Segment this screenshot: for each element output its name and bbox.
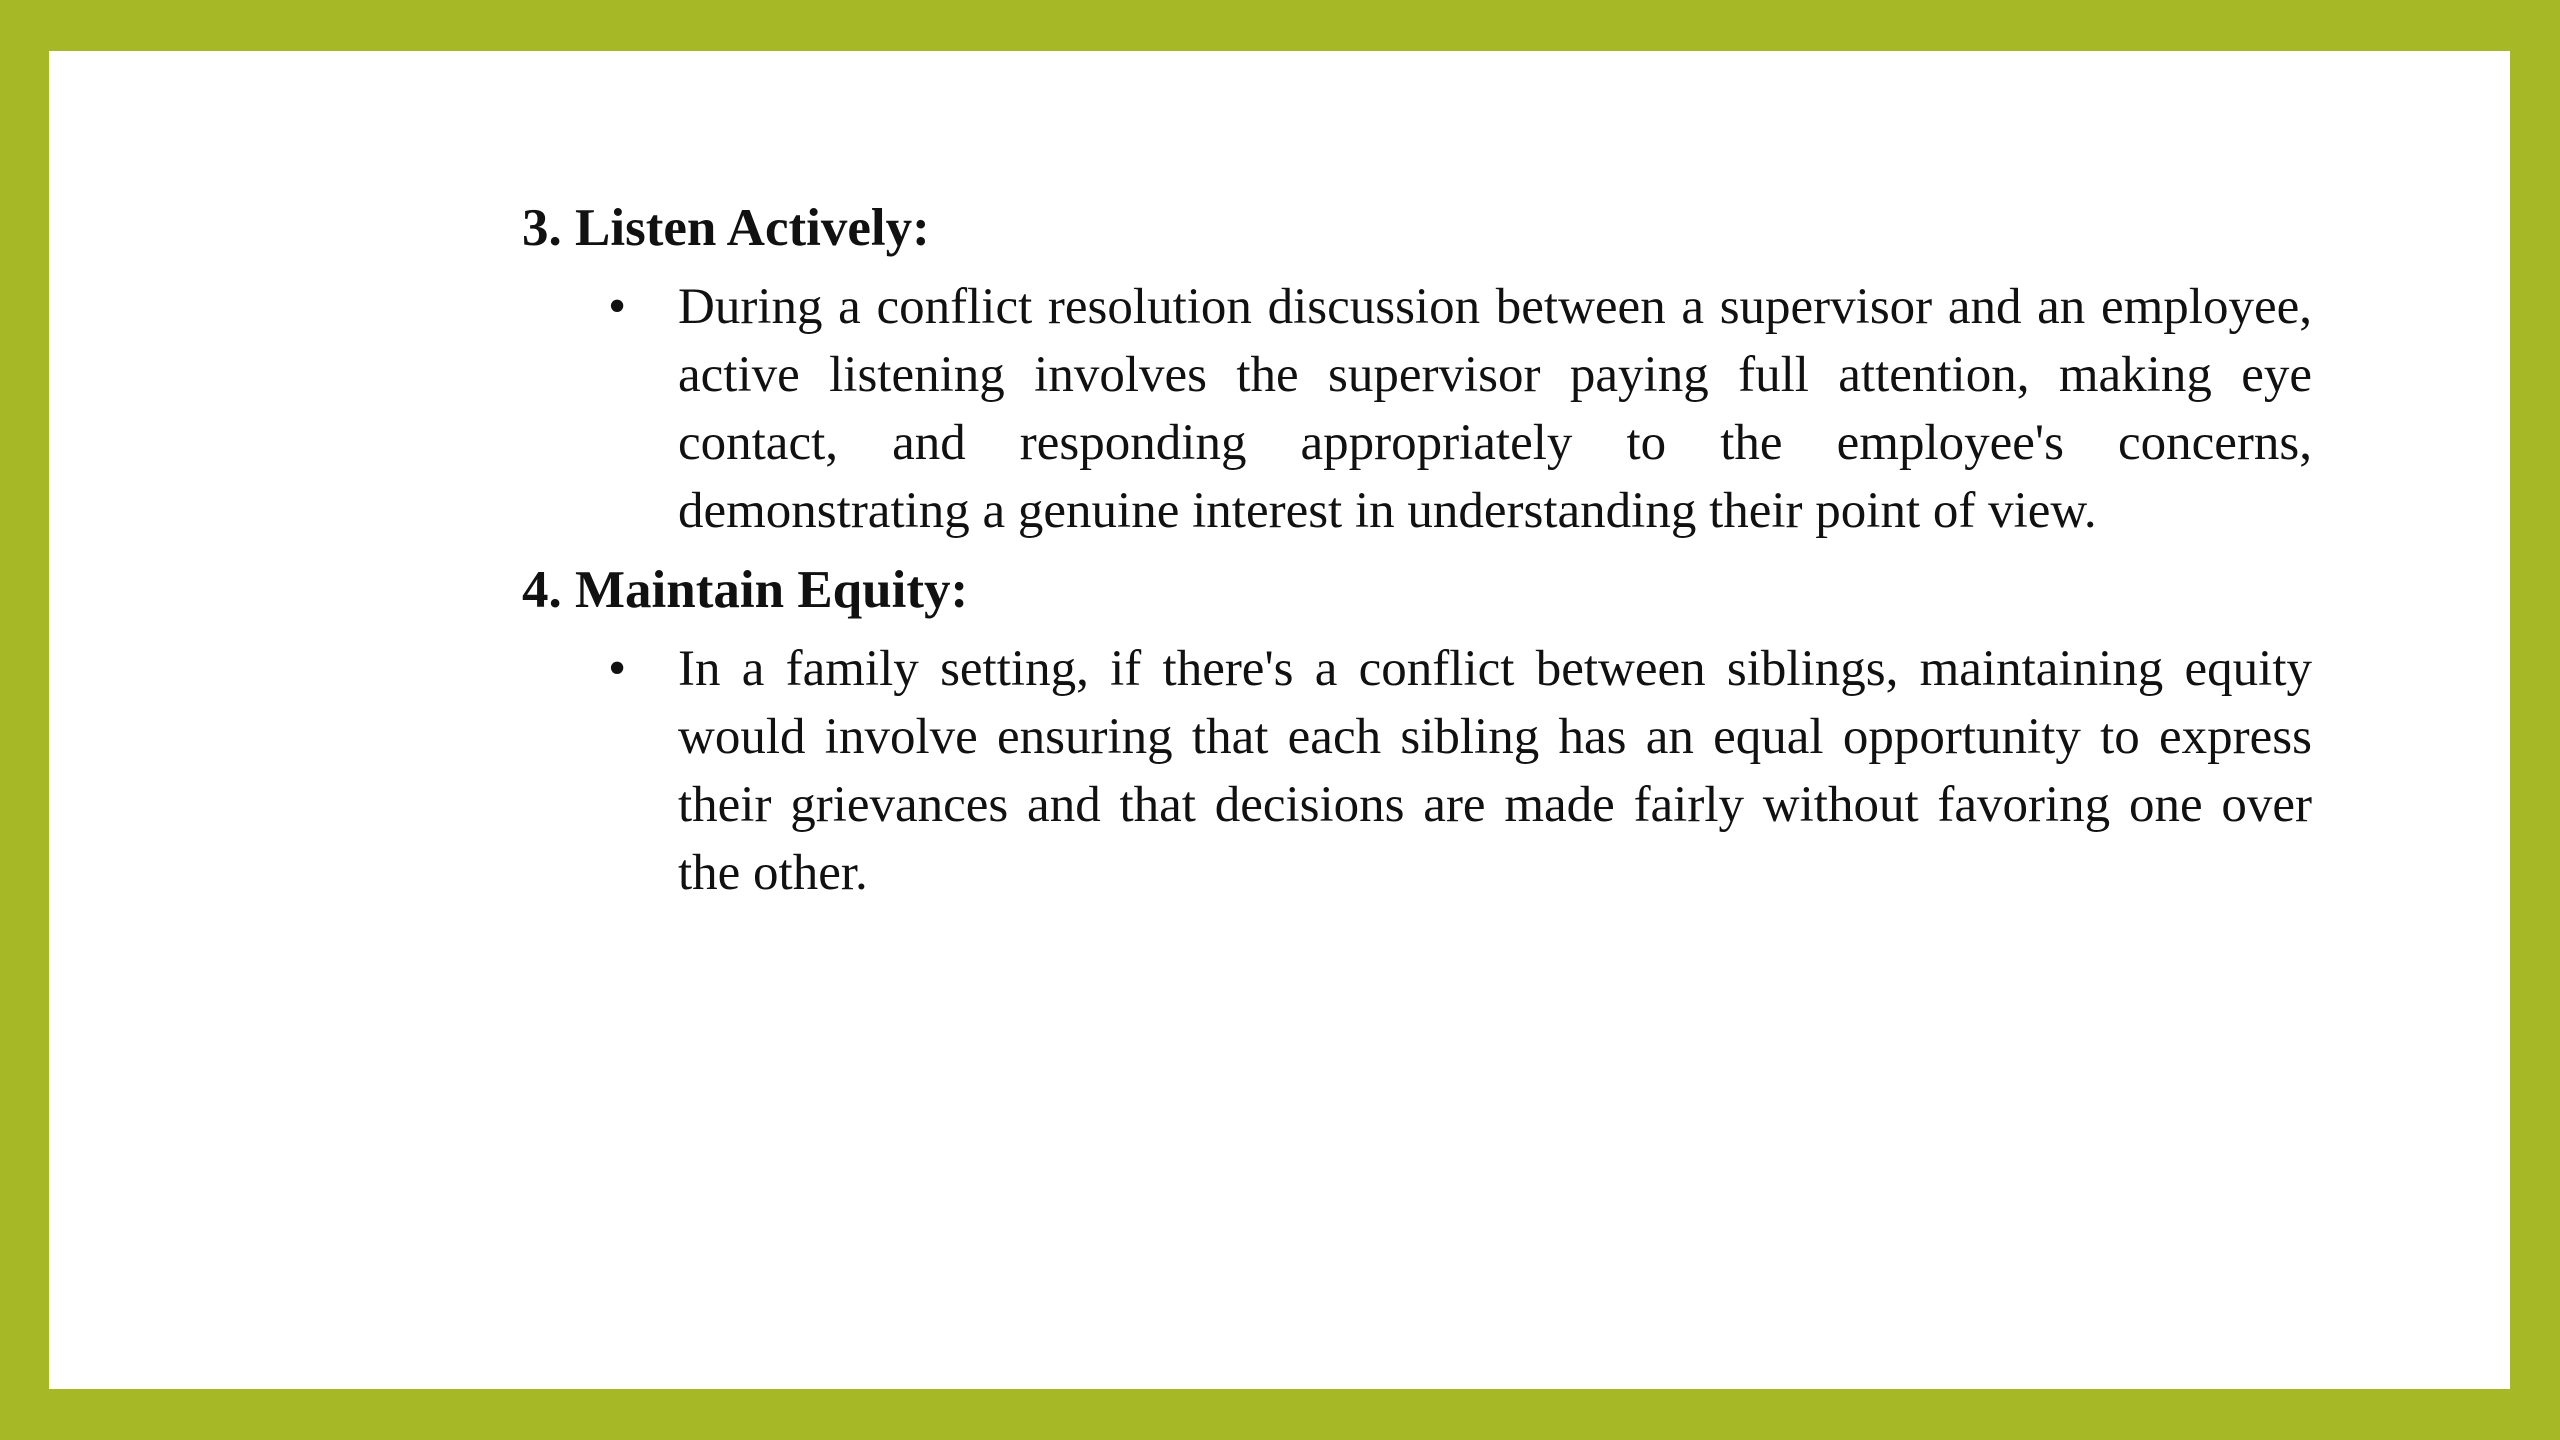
slide-canvas — [49, 51, 2510, 1389]
bullet-text-listen-actively: During a conflict resolution discussion between a supervisor and an employee, active listening involves the supervisor paying full attention, making eye contact, and responding appropriately to the employee's concerns, demonstrating a genuine interest in understanding their point of view. — [678, 279, 2312, 539]
bullet-item-maintain-equity — [608, 635, 2312, 907]
section-heading-maintain-equity: 4. Maintain Equity: — [522, 561, 969, 619]
slide-content — [522, 183, 2312, 907]
bullet-text-maintain-equity: In a family setting, if there's a conflict between siblings, maintaining equity would involve ensuring that each sibling has an equal opportunity to express their grievances and that decisions are made fairly without favoring one over the other. — [678, 641, 2312, 901]
bullet-item-listen-actively — [608, 273, 2312, 545]
bullet-dot-icon: • — [608, 278, 627, 335]
section-heading-listen-actively: 3. Listen Actively: — [522, 199, 930, 257]
bullet-dot-icon: • — [608, 640, 627, 697]
